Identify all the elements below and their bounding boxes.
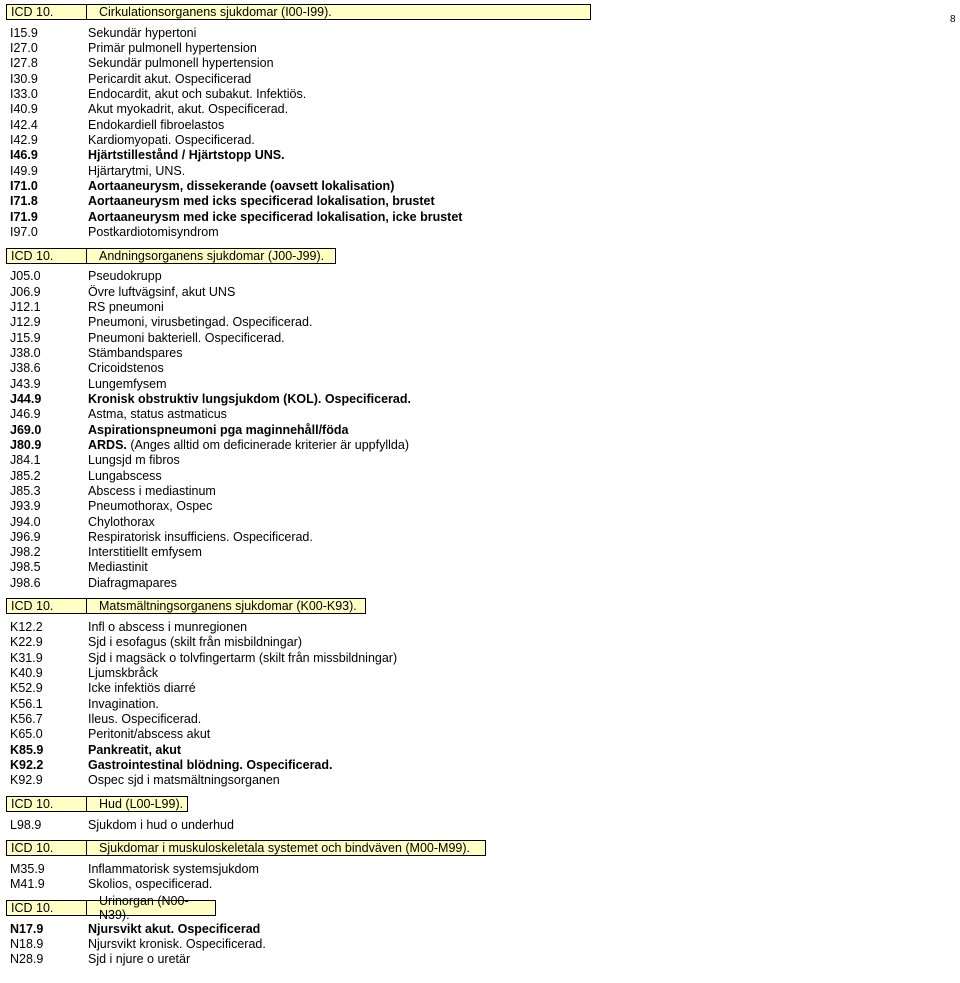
diagnosis-description-text: Astma, status astmaticus xyxy=(88,407,227,422)
diagnosis-code: I27.8 xyxy=(10,56,38,71)
diagnosis-description xyxy=(88,560,148,574)
code-row xyxy=(0,650,960,665)
diagnosis-description xyxy=(88,72,251,86)
diagnosis-code: J80.9 xyxy=(10,437,42,452)
diagnosis-description-text: Chylothorax xyxy=(88,514,155,529)
diagnosis-code: K31.9 xyxy=(10,650,43,665)
diagnosis-description xyxy=(88,712,201,726)
diagnosis-description-text: Peritonit/abscess akut xyxy=(88,727,211,742)
diagnosis-description-text: Sjd i magsäck o tolvfingertarm (skilt från missbildningar) xyxy=(88,650,398,665)
diagnosis-code: J05.0 xyxy=(10,269,41,284)
code-row xyxy=(0,422,960,437)
diagnosis-code: J96.9 xyxy=(10,529,41,544)
diagnosis-description-text: Invagination. xyxy=(88,696,159,711)
diagnosis-description xyxy=(88,651,397,665)
diagnosis-description-text: Stämbandspares xyxy=(88,345,183,360)
diagnosis-description-text: Respiratorisk insufficiens. Ospecificerad. xyxy=(88,529,313,544)
diagnosis-description-text: Inflammatorisk systemsjukdom xyxy=(88,862,259,877)
diagnosis-description xyxy=(88,681,196,695)
diagnosis-description xyxy=(88,361,164,375)
code-row xyxy=(0,284,960,299)
diagnosis-description-text: Cricoidstenos xyxy=(88,361,164,376)
section-header xyxy=(6,248,336,264)
diagnosis-code: J94.0 xyxy=(10,514,41,529)
diagnosis-description xyxy=(88,210,462,224)
code-row xyxy=(0,468,960,483)
diagnosis-code: I30.9 xyxy=(10,71,38,86)
diagnosis-code: J43.9 xyxy=(10,376,41,391)
diagnosis-description xyxy=(88,392,411,406)
diagnosis-description-text: Primär pulmonell hypertension xyxy=(88,40,257,55)
code-row xyxy=(0,224,960,239)
diagnosis-description-text: RS pneumoni xyxy=(88,299,164,314)
diagnosis-description-text: Abscess i mediastinum xyxy=(88,483,216,498)
diagnosis-code: J15.9 xyxy=(10,330,41,345)
diagnosis-description-text: Akut myokadrit, akut. Ospecificerad. xyxy=(88,102,289,117)
section-header xyxy=(6,840,486,856)
code-row xyxy=(0,711,960,726)
section-header-title: Hud (L00-L99). xyxy=(99,797,184,812)
diagnosis-code: J38.0 xyxy=(10,345,41,360)
code-row xyxy=(0,861,960,876)
diagnosis-description-text: Pankreatit, akut xyxy=(88,742,182,757)
diagnosis-description-text: Icke infektiös diarré xyxy=(88,681,196,696)
diagnosis-code: J44.9 xyxy=(10,391,42,406)
diagnosis-description-text: Diafragmapares xyxy=(88,575,177,590)
diagnosis-description-text: Pericardit akut. Ospecificerad xyxy=(88,71,252,86)
diagnosis-description xyxy=(88,118,224,132)
code-row xyxy=(0,696,960,711)
diagnosis-code: J12.1 xyxy=(10,299,41,314)
code-row xyxy=(0,665,960,680)
code-row xyxy=(0,345,960,360)
diagnosis-description xyxy=(88,453,180,467)
diagnosis-code: J38.6 xyxy=(10,361,41,376)
diagnosis-description-text: Ileus. Ospecificerad. xyxy=(88,712,202,727)
code-row xyxy=(0,483,960,498)
code-row xyxy=(0,391,960,406)
diagnosis-description-text: Sjd i njure o uretär xyxy=(88,952,191,967)
section-header-title: Sjukdomar i muskuloskeletala systemet och bindväven (M00-M99). xyxy=(99,841,470,856)
code-row xyxy=(0,560,960,575)
diagnosis-code: J98.2 xyxy=(10,545,41,560)
diagnosis-description xyxy=(88,818,234,832)
diagnosis-description-text: Endokardiell fibroelastos xyxy=(88,117,225,132)
section-header-title: Cirkulationsorganens sjukdomar (I00-I99). xyxy=(99,5,332,19)
section-header xyxy=(6,598,366,614)
diagnosis-description-text: Njursvikt kronisk. Ospecificerad. xyxy=(88,937,266,952)
diagnosis-description xyxy=(88,56,274,70)
diagnosis-code: L98.9 xyxy=(10,817,42,832)
section-header-code: ICD 10. xyxy=(7,841,87,855)
diagnosis-description-text: Sjd i esofagus (skilt från misbildningar) xyxy=(88,635,302,650)
diagnosis-description xyxy=(88,469,162,483)
section-header-code: ICD 10. xyxy=(7,599,87,613)
section-header-code: ICD 10. xyxy=(7,249,87,263)
diagnosis-description-text: Skolios, ospecificerad. xyxy=(88,877,213,892)
diagnosis-description xyxy=(88,87,306,101)
diagnosis-code: I40.9 xyxy=(10,102,38,117)
code-row xyxy=(0,529,960,544)
code-row xyxy=(0,619,960,634)
diagnosis-description xyxy=(88,937,266,951)
diagnosis-description xyxy=(88,697,159,711)
code-row xyxy=(0,817,960,832)
diagnosis-description-text: Lungemfysem xyxy=(88,376,167,391)
diagnosis-description-text: Aortaaneurysm med icke specificerad lokalisation, icke brustet xyxy=(88,209,463,224)
diagnosis-description-text: Sekundär pulmonell hypertension xyxy=(88,56,274,71)
code-row xyxy=(0,681,960,696)
diagnosis-code: J46.9 xyxy=(10,407,41,422)
code-row xyxy=(0,25,960,40)
diagnosis-description xyxy=(88,530,313,544)
diagnosis-description xyxy=(88,346,183,360)
diagnosis-description-text: Postkardiotomisyndrom xyxy=(88,224,219,239)
diagnosis-code: M41.9 xyxy=(10,877,45,892)
diagnosis-code: I46.9 xyxy=(10,148,38,163)
code-row xyxy=(0,56,960,71)
diagnosis-code: J98.6 xyxy=(10,575,41,590)
diagnosis-description-text: Kardiomyopati. Ospecificerad. xyxy=(88,132,255,147)
diagnosis-description xyxy=(88,862,259,876)
diagnosis-description xyxy=(88,377,167,391)
diagnosis-description-text: Mediastinit xyxy=(88,560,148,575)
diagnosis-description-text: Kronisk obstruktiv lungsjukdom (KOL). Ospecificerad. xyxy=(88,391,411,406)
diagnosis-description xyxy=(88,407,227,421)
code-row xyxy=(0,361,960,376)
code-row xyxy=(0,742,960,757)
section-header-title: Urinorgan (N00-N39). xyxy=(99,894,189,923)
code-row xyxy=(0,499,960,514)
diagnosis-code: J06.9 xyxy=(10,284,41,299)
code-row xyxy=(0,453,960,468)
diagnosis-code: I97.0 xyxy=(10,224,38,239)
code-row xyxy=(0,575,960,590)
diagnosis-description xyxy=(88,773,280,787)
code-row xyxy=(0,148,960,163)
diagnosis-code: J69.0 xyxy=(10,422,42,437)
diagnosis-description xyxy=(88,148,285,162)
diagnosis-code: I71.9 xyxy=(10,209,38,224)
section-header xyxy=(6,796,188,812)
section-header-title: Andningsorganens sjukdomar (J00-J99). xyxy=(99,248,325,263)
diagnosis-code: N17.9 xyxy=(10,921,44,936)
diagnosis-description-text: Aspirationspneumoni pga maginnehåll/föda xyxy=(88,422,349,437)
diagnosis-code: I49.9 xyxy=(10,163,38,178)
diagnosis-description xyxy=(88,179,394,193)
diagnosis-description-text: Pneumoni, virusbetingad. Ospecificerad. xyxy=(88,315,313,330)
diagnosis-description xyxy=(88,952,190,966)
diagnosis-description-text: Pneumothorax, Ospec xyxy=(88,499,213,514)
diagnosis-description xyxy=(88,743,181,757)
diagnosis-code: N28.9 xyxy=(10,952,44,967)
code-row xyxy=(0,71,960,86)
code-row xyxy=(0,877,960,892)
diagnosis-code: I15.9 xyxy=(10,25,38,40)
code-row xyxy=(0,117,960,132)
diagnosis-description xyxy=(88,438,409,452)
code-row xyxy=(0,194,960,209)
diagnosis-description xyxy=(88,194,435,208)
diagnosis-description-text: Lungabscess xyxy=(88,468,162,483)
diagnosis-code: J85.2 xyxy=(10,468,41,483)
diagnosis-description-text: Endocardit, akut och subakut. Infektiös. xyxy=(88,86,307,101)
diagnosis-description-text: Interstitiellt emfysem xyxy=(88,545,202,560)
diagnosis-code: J93.9 xyxy=(10,499,41,514)
code-row xyxy=(0,773,960,788)
diagnosis-code: K85.9 xyxy=(10,742,44,757)
code-row xyxy=(0,269,960,284)
code-row xyxy=(0,921,960,936)
diagnosis-description xyxy=(88,102,288,116)
diagnosis-description-text: Ospec sjd i matsmältningsorganen xyxy=(88,773,280,788)
diagnosis-description xyxy=(88,484,216,498)
diagnosis-description-text: Gastrointestinal blödning. Ospecificerad. xyxy=(88,758,333,773)
code-row xyxy=(0,163,960,178)
code-row xyxy=(0,727,960,742)
diagnosis-code: J12.9 xyxy=(10,315,41,330)
diagnosis-code: K22.9 xyxy=(10,635,43,650)
diagnosis-code: K56.7 xyxy=(10,712,43,727)
diagnosis-description-text: Ljumskbråck xyxy=(88,666,159,681)
page-number: 8 xyxy=(950,14,956,25)
diagnosis-description-text: Pseudokrupp xyxy=(88,269,162,284)
code-row xyxy=(0,330,960,345)
code-row xyxy=(0,299,960,314)
diagnosis-code: I27.0 xyxy=(10,40,38,55)
section-header xyxy=(6,894,216,923)
diagnosis-description xyxy=(88,41,257,55)
diagnosis-description xyxy=(88,877,212,891)
diagnosis-description xyxy=(88,225,219,239)
code-row xyxy=(0,407,960,422)
diagnosis-description-note: (Anges alltid om deficinerade kriterier är uppfyllda) xyxy=(126,437,409,452)
diagnosis-description xyxy=(88,423,348,437)
code-row xyxy=(0,132,960,147)
code-row xyxy=(0,209,960,224)
diagnosis-code: K65.0 xyxy=(10,727,43,742)
code-row xyxy=(0,178,960,193)
diagnosis-description-text: Njursvikt akut. Ospecificerad xyxy=(88,921,261,936)
diagnosis-description xyxy=(88,499,212,513)
diagnosis-description xyxy=(88,545,202,559)
diagnosis-description-text: Övre luftvägsinf, akut UNS xyxy=(88,284,236,299)
code-row xyxy=(0,376,960,391)
diagnosis-description xyxy=(88,922,260,936)
diagnosis-code: K52.9 xyxy=(10,681,43,696)
diagnosis-description xyxy=(88,635,302,649)
diagnosis-code: M35.9 xyxy=(10,862,45,877)
diagnosis-description xyxy=(88,315,312,329)
diagnosis-code: J84.1 xyxy=(10,453,41,468)
diagnosis-description-text: Sekundär hypertoni xyxy=(88,25,197,40)
diagnosis-code: I42.9 xyxy=(10,132,38,147)
diagnosis-description xyxy=(88,727,210,741)
diagnosis-code: K40.9 xyxy=(10,666,43,681)
diagnosis-description-text: Lungsjd m fibros xyxy=(88,453,180,468)
diagnosis-description xyxy=(88,620,247,634)
section-header-code: ICD 10. xyxy=(7,901,87,915)
section-header xyxy=(6,4,591,20)
diagnosis-description-text: Sjukdom i hud o underhud xyxy=(88,817,234,832)
code-row xyxy=(0,86,960,101)
diagnosis-description xyxy=(88,133,255,147)
diagnosis-description-text: Hjärtstillestånd / Hjärtstopp UNS. xyxy=(88,148,285,163)
diagnosis-code: I33.0 xyxy=(10,86,38,101)
diagnosis-description-text: Hjärtarytmi, UNS. xyxy=(88,163,186,178)
section-header-code: ICD 10. xyxy=(7,5,87,19)
code-row xyxy=(0,635,960,650)
diagnosis-code: K56.1 xyxy=(10,696,43,711)
diagnosis-description xyxy=(88,300,164,314)
code-row xyxy=(0,757,960,772)
code-row xyxy=(0,437,960,452)
diagnosis-description-text: Aortaaneurysm med icks specificerad lokalisation, brustet xyxy=(88,194,435,209)
diagnosis-description-text: Pneumoni bakteriell. Ospecificerad. xyxy=(88,330,285,345)
diagnosis-description xyxy=(88,576,177,590)
diagnosis-code: K92.2 xyxy=(10,758,44,773)
diagnosis-code: N18.9 xyxy=(10,937,44,952)
code-row xyxy=(0,514,960,529)
diagnosis-description-text: Aortaaneurysm, dissekerande (oavsett lokalisation) xyxy=(88,178,395,193)
code-row xyxy=(0,315,960,330)
diagnosis-code: K92.9 xyxy=(10,773,43,788)
diagnosis-description xyxy=(88,26,196,40)
diagnosis-description xyxy=(88,758,333,772)
diagnosis-code: J98.5 xyxy=(10,560,41,575)
code-row xyxy=(0,40,960,55)
code-row xyxy=(0,102,960,117)
diagnosis-code: I71.8 xyxy=(10,194,38,209)
diagnosis-description xyxy=(88,666,158,680)
diagnosis-description xyxy=(88,285,235,299)
diagnosis-description xyxy=(88,515,155,529)
diagnosis-description-text: ARDS. xyxy=(88,437,127,452)
diagnosis-code: K12.2 xyxy=(10,620,43,635)
section-header-code: ICD 10. xyxy=(7,797,87,811)
diagnosis-code: I42.4 xyxy=(10,117,38,132)
section-header-title: Matsmältningsorganens sjukdomar (K00-K93). xyxy=(99,599,357,614)
diagnosis-description xyxy=(88,331,285,345)
code-row xyxy=(0,952,960,967)
diagnosis-description xyxy=(88,164,185,178)
diagnosis-code: J85.3 xyxy=(10,483,41,498)
diagnosis-description-text: Infl o abscess i munregionen xyxy=(88,620,248,635)
code-row xyxy=(0,545,960,560)
diagnosis-description xyxy=(88,269,162,283)
diagnosis-code: I71.0 xyxy=(10,178,38,193)
code-row xyxy=(0,936,960,951)
